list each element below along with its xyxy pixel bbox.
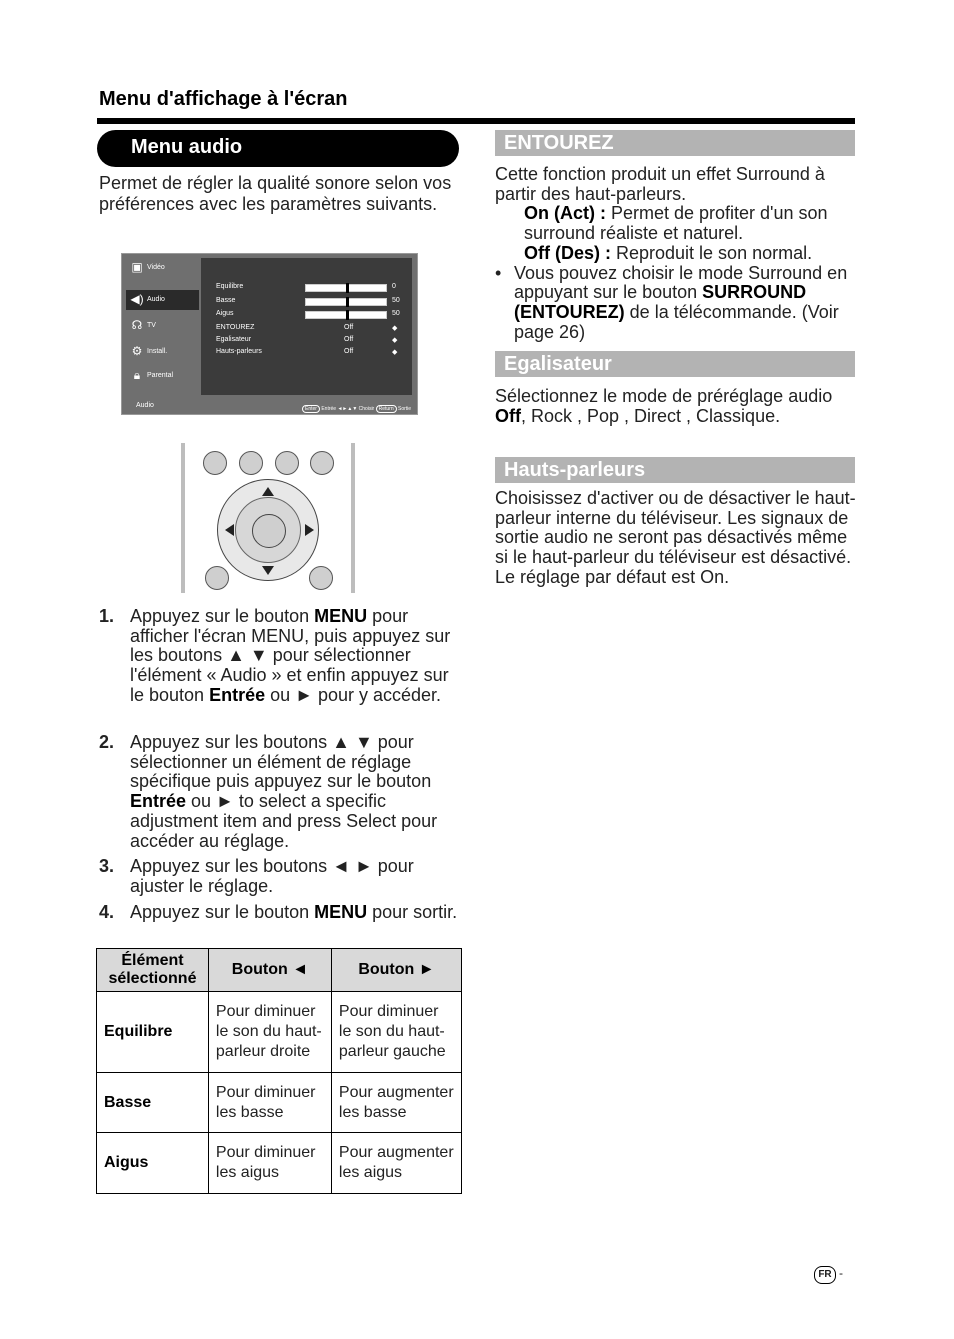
osd-row-value: 50 [392, 310, 400, 317]
osd-row-label: Hauts-parleurs [216, 348, 262, 355]
osd-row-value: Off [344, 324, 354, 331]
step-number: 4. [99, 902, 115, 922]
osd-sidebar-item-parental [126, 366, 199, 386]
table-cell: Basse [97, 1073, 209, 1133]
osd-sidebar-label: Install. [147, 348, 168, 355]
osd-enter-key: Enter [302, 405, 320, 413]
osd-settings-panel [201, 258, 412, 395]
button-function-table [96, 948, 462, 1194]
antenna-icon: ☊ [131, 318, 143, 332]
osd-footer-title: Audio [136, 402, 154, 409]
osd-sidebar-label: Audio [147, 296, 165, 303]
osd-row-value: Off [344, 336, 354, 343]
entourez-off-item: Off (Des) : Reproduit le son normal. [524, 242, 813, 263]
entourez-body [495, 165, 857, 342]
osd-row-value: Off [344, 348, 354, 355]
osd-row-entourez [216, 324, 406, 334]
table-cell: Pour augmenter les basse [331, 1073, 461, 1133]
table-header: Bouton ◄ [208, 949, 331, 992]
table-cell: Pour diminuer le son du haut-parleur droite [208, 992, 331, 1073]
osd-sidebar-label: TV [147, 322, 156, 329]
table-header-row [97, 949, 462, 992]
left-arrow-icon [225, 524, 234, 536]
entourez-intro: Cette fonction produit un effet Surround à partir des haut-parleurs. [495, 164, 825, 204]
remote-top-button [275, 451, 299, 475]
osd-row-equilibre [216, 283, 406, 293]
step-4 [99, 903, 461, 945]
up-arrow-icon [262, 487, 274, 496]
hauts-parleurs-heading [495, 457, 855, 483]
osd-row-label: ENTOUREZ [216, 324, 255, 331]
osd-choose-text: Choisir [358, 406, 375, 412]
entourez-heading [495, 130, 855, 156]
hauts-parleurs-title: Hauts-parleurs [504, 459, 646, 481]
table-header: Élément sélectionné [97, 949, 209, 992]
page-number-dash: - [839, 1266, 843, 1280]
osd-row-label: Aigus [216, 310, 234, 317]
table-cell: Pour diminuer le son du haut-parleur gauche [331, 992, 461, 1073]
table-row [97, 1133, 462, 1194]
table-cell: Pour diminuer les basse [208, 1073, 331, 1133]
osd-enter-text: Entrée [321, 406, 337, 412]
menu-audio-intro: Permet de régler la qualité sonore selon vos préférences avec les paramètres suivants. [99, 173, 452, 214]
osd-row-label: Egalisateur [216, 336, 252, 343]
osd-row-aigus [216, 310, 406, 320]
remote-edge-right [351, 443, 355, 593]
step-number: 2. [99, 732, 115, 752]
remote-bottom-button [205, 566, 229, 590]
page-section-title: Menu d'affichage à l'écran [99, 88, 348, 110]
osd-bass-bar [305, 298, 387, 306]
osd-bar-marker [346, 310, 349, 320]
osd-return-key: Return [376, 405, 397, 413]
video-icon: ▣ [131, 260, 143, 274]
osd-row-hauts-parleurs [216, 348, 406, 358]
dpad-enter-button [252, 514, 286, 548]
osd-screenshot [121, 253, 418, 415]
step-2 [99, 733, 461, 853]
step-1 [99, 607, 461, 727]
osd-sidebar-item-install [126, 342, 199, 362]
table-cell: Pour augmenter les aigus [331, 1133, 461, 1194]
osd-sidebar-label: Parental [147, 372, 174, 379]
step-number: 1. [99, 606, 115, 626]
hauts-parleurs-body: Choisissez d'activer ou de désactiver le haut-parleur interne du téléviseur. Les signaux de sortie audio ne seront pas désactivés même si le haut-parleur du téléviseur est désactivé. Le réglage par défaut est On. [495, 488, 856, 587]
arrows-icon: ◄►▲▼ [337, 406, 358, 412]
entourez-title: ENTOUREZ [504, 132, 614, 154]
remote-top-button [310, 451, 334, 475]
step-text: Appuyez sur le bouton MENU pour afficher l'écran MENU, puis appuyez sur les boutons ▲ ▼ pour sélectionner l'élément « Audio » et enfin appuyez sur le bouton Entrée ou ► pour y accéder. [130, 606, 451, 705]
osd-balance-bar [305, 284, 387, 292]
menu-audio-title: Menu audio [131, 136, 243, 158]
down-arrow-icon [262, 566, 274, 575]
remote-top-button [203, 451, 227, 475]
remote-bottom-button [309, 566, 333, 590]
remote-top-button [239, 451, 263, 475]
header-rule [97, 118, 855, 124]
diamond-icon: ◆ [392, 349, 398, 356]
table-header: Bouton ► [331, 949, 461, 992]
table-cell: Aigus [97, 1133, 209, 1194]
menu-audio-heading [97, 130, 459, 167]
osd-sidebar-item-audio [126, 290, 199, 310]
osd-bar-marker [346, 283, 349, 293]
osd-treble-bar [305, 311, 387, 319]
entourez-on-item: On (Act) : Permet de profiter d'un son surround réaliste et naturel. [524, 203, 828, 244]
table-cell: Equilibre [97, 992, 209, 1073]
lock-icon: 🔒︎ [133, 368, 141, 382]
osd-footer-help [302, 405, 411, 413]
osd-sidebar-item-video [126, 258, 199, 278]
osd-row-egalisateur [216, 336, 406, 346]
entourez-bullet: • Vous pouvez choisir le mode Surround en appuyant sur le bouton SURROUND (ENTOUREZ) de la télécommande. (Voir page 26) [495, 262, 848, 342]
table-row [97, 1073, 462, 1133]
step-number: 3. [99, 856, 115, 876]
osd-row-value: 50 [392, 297, 400, 304]
osd-row-value: 0 [392, 283, 396, 290]
egalisateur-title: Egalisateur [504, 353, 612, 375]
diamond-icon: ◆ [392, 325, 398, 332]
osd-row-label: Equilibre [216, 283, 244, 290]
egalisateur-body: Sélectionnez le mode de préréglage audio Off, Rock , Pop , Direct , Classique. [495, 386, 833, 426]
speaker-icon: ◀) [130, 292, 144, 306]
osd-sidebar-item-tv [126, 316, 199, 336]
osd-sidebar-label: Vidéo [147, 264, 165, 271]
osd-row-label: Basse [216, 297, 236, 304]
step-text: Appuyez sur les boutons ▲ ▼ pour sélectionner un élément de réglage spécifique puis appuyez sur le bouton Entrée ou ► to select a specific adjustment item and press Select pour accéder au réglage. [130, 732, 438, 851]
right-arrow-icon [305, 524, 314, 536]
remote-edge-left [181, 443, 185, 593]
osd-row-basse [216, 297, 406, 307]
osd-return-text: Sortie [398, 406, 412, 412]
step-text: Appuyez sur les boutons ◄ ► pour ajuster le réglage. [130, 856, 414, 896]
bullet-icon: • [495, 262, 502, 283]
table-cell: Pour diminuer les aigus [208, 1133, 331, 1194]
step-text: Appuyez sur le bouton MENU pour sortir. [130, 902, 458, 922]
language-badge: FR [814, 1266, 836, 1284]
table-row [97, 992, 462, 1073]
gear-icon: ⚙ [131, 344, 143, 358]
egalisateur-heading [495, 351, 855, 377]
osd-bar-marker [346, 297, 349, 307]
step-3 [99, 857, 461, 899]
diamond-icon: ◆ [392, 337, 398, 344]
